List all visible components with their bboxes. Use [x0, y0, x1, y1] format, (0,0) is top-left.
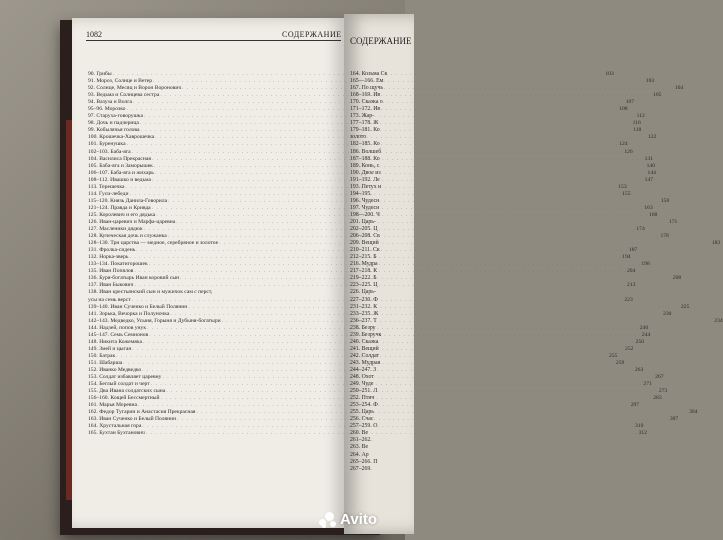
- toc-entry-title: 99. Кобылячья голова: [88, 127, 140, 134]
- toc-leader-dots: [219, 240, 711, 247]
- toc-entry-right: 239. Безручк: [350, 331, 382, 338]
- toc-entry-page: 252: [625, 345, 634, 352]
- toc-entry-title: 113. Терешечка: [88, 183, 125, 190]
- avito-logo-icon: [319, 512, 337, 528]
- toc-leader-dots: [177, 416, 669, 423]
- toc-entry-title: 149. Змей и цыган: [88, 345, 132, 352]
- toc-entry-title: 102–103. Баба-яга: [88, 148, 131, 155]
- toc-entry-page: 230: [663, 310, 672, 317]
- toc-entry-right: 191–192. Ле: [350, 176, 380, 183]
- toc-entry-right: 226. Царь-: [350, 289, 376, 296]
- toc-entry-title: 115–120. Князь Данила-Говорила: [88, 197, 168, 204]
- toc-entry-page: 310: [634, 423, 644, 430]
- toc-entry-page: 144: [647, 169, 656, 176]
- toc-entry-title: 126. Иван-царевич и Марфа-царевна: [88, 218, 176, 225]
- toc-entry-title: 92. Солнце, Месяц и Ворон Воронович: [88, 85, 182, 92]
- toc-entry-page: 312: [638, 430, 647, 437]
- toc-entry-title: 155. Два Ивана солдатских сына: [88, 388, 166, 395]
- toc-entry-title: 128–130. Три царства — медное, серебряное и золотое: [88, 240, 219, 247]
- toc-leader-dots: [166, 388, 658, 395]
- toc-entry-title: 138. Иван крестьянский сын и мужичок сам с перст,: [88, 289, 213, 296]
- toc-entry-title: 153. Солдат избавляет царевну: [88, 374, 162, 381]
- toc-entry-right: 243. Мудрая: [350, 359, 381, 366]
- toc-entry-title: 105. Баба-яга и Заморышек: [88, 162, 153, 169]
- toc-entry-title: 165. Бухтан Бухтанович: [88, 430, 145, 437]
- toc-entry-right: 261–262.: [350, 437, 372, 444]
- toc-entry-page: 147: [644, 176, 654, 183]
- toc-entry-page: 163: [644, 204, 653, 211]
- toc-entry-right: 242. Солдат: [350, 352, 380, 359]
- toc-entry-page: 107: [625, 99, 635, 106]
- toc-entry-title: 162. Федор Тугарин и Анастасия Прекрасная: [88, 409, 196, 416]
- toc-entry-right: 231–232. К: [350, 303, 378, 310]
- toc-entry-page: 208: [672, 275, 682, 282]
- toc-entry-right: 219–222. Б: [350, 275, 377, 282]
- toc-entry-right: 165—166. Ем: [350, 78, 384, 85]
- toc-entry-right: 179–181. Ко: [350, 127, 380, 134]
- toc-entry-title: 132. Норка-зверь: [88, 254, 129, 261]
- toc-entry-title: 106–107. Баба-яга и жихарь: [88, 169, 154, 176]
- toc-entry-title: 128. Купеческая дочь и служанка: [88, 233, 167, 240]
- toc-entry-right: 167. По щучь: [350, 85, 384, 92]
- toc-entry-page: 297: [630, 402, 640, 409]
- toc-entry-page: 103: [605, 71, 614, 77]
- toc-entry-title: 90. Грибы: [88, 71, 112, 77]
- toc-entry-right: 244–247. З: [350, 366, 377, 373]
- toc-entry-right: 193. Петух и: [350, 183, 382, 190]
- toc-entry-page: 126: [624, 148, 633, 155]
- toc-entry-title: 135. Иван Попялов: [88, 268, 134, 275]
- toc-entry-title: 152. Иванко Медведко: [88, 366, 142, 373]
- toc-entry-right: 223–225. Ц: [350, 282, 378, 289]
- toc-entry-title: 108–112. Ивашко и ведьма: [88, 176, 151, 183]
- toc-entry-right: 227–230. Ф: [350, 296, 378, 303]
- toc-entry-page: 103: [645, 78, 655, 85]
- toc-entry-right: 197. Чудесн: [350, 204, 380, 211]
- toc-entry-right: 257–259. О: [350, 423, 378, 430]
- toc-entry-right: 177–178. Ж: [350, 120, 379, 127]
- toc-entry-right: 198—200. Ч: [350, 211, 380, 218]
- toc-entry-right: 189. Конь, с: [350, 162, 380, 169]
- toc-entry-right: 264. Ар: [350, 451, 369, 458]
- toc-entry-page: 116: [632, 120, 641, 127]
- toc-entry-right: 256. Счас: [350, 416, 374, 423]
- toc-entry-right: 164. Козьма Ск: [350, 71, 388, 77]
- avito-wordmark: Avito: [340, 511, 377, 528]
- toc-entry-title: усы на семь верст: [88, 296, 131, 303]
- toc-entry-right: 170. Сказка о: [350, 99, 383, 106]
- toc-entry-right: 253–254. Ф: [350, 402, 378, 409]
- toc-entry-right: 263. Ве: [350, 444, 369, 451]
- toc-entry-page: 225: [681, 303, 690, 310]
- toc-entry-right: 186. Волшеб: [350, 148, 382, 155]
- toc-entry-page: 178: [660, 233, 669, 240]
- toc-entry-title: 163. Иван Сученко и Белый Полянин: [88, 416, 177, 423]
- toc-entry-page: 112: [636, 113, 645, 120]
- toc-entry-page: 213: [627, 282, 636, 289]
- toc-entry-title: 131. Фролка-сидень: [88, 247, 136, 254]
- toc-entry-page: 183: [711, 240, 721, 247]
- toc-entry-title: 114. Гуси-лебеди: [88, 190, 129, 197]
- toc-entry-title: 93. Ведьма и Солнцева сестра: [88, 92, 160, 99]
- toc-entry-title: 161. Марья Моревна: [88, 402, 137, 409]
- toc-entry-title: 91. Мороз, Солнце и Ветер: [88, 78, 153, 85]
- toc-entry-page: 204: [627, 268, 636, 275]
- toc-entry-right: 202–205. Ц: [350, 226, 378, 233]
- avito-watermark: [319, 511, 377, 528]
- toc-leader-dots: [168, 198, 660, 205]
- toc-entry-page: 234: [714, 317, 723, 324]
- toc-entry-page: 240: [639, 324, 649, 331]
- toc-entry-right: 265–266. П: [350, 458, 378, 465]
- toc-leader-dots: [196, 409, 688, 416]
- toc-entry-title: 121–124. Правда и Кривда: [88, 204, 151, 211]
- toc-entry-title: 137. Иван Быкович: [88, 282, 134, 289]
- toc-entry-right: 267–269.: [350, 465, 372, 472]
- toc-entry-page: 155: [622, 190, 631, 197]
- toc-entry-right: 212–215. Б: [350, 254, 377, 261]
- toc-entry-right: 217–218. К: [350, 268, 378, 275]
- toc-entry-page: 223: [624, 296, 633, 303]
- toc-entry-title: 95–96. Морозко: [88, 106, 126, 113]
- toc-entry-title: 139–140. Иван Сученко и Белый Полянин: [88, 303, 188, 310]
- toc-entry-right: 241. Вещий: [350, 345, 379, 352]
- toc-entry-page: 187: [628, 247, 638, 254]
- toc-entry-title: 136. Буря-богатырь Иван коровий сын: [88, 275, 180, 282]
- toc-entry-page: 267: [655, 374, 664, 381]
- toc-entry-page: 140: [646, 162, 655, 169]
- header-rule: [86, 40, 341, 41]
- toc-entry-title: 164. Хрустальная гора: [88, 423, 142, 430]
- toc-entry-page: 194: [622, 254, 631, 261]
- toc-entry-right: 173. Жар-: [350, 113, 375, 120]
- toc-entry-page: 255: [608, 352, 618, 359]
- toc-entry-page: 271: [643, 381, 652, 388]
- table-of-contents-right: [350, 71, 410, 473]
- toc-entry-title: 98. Дочь и падчерица: [88, 120, 139, 127]
- toc-entry-page: 259: [615, 359, 625, 366]
- toc-entry-right: 206–208. Св: [350, 233, 380, 240]
- toc-entry-right: 252. Птич: [350, 395, 375, 402]
- running-head-right: СОДЕРЖАНИЕ: [350, 36, 412, 46]
- toc-entry-right: 250–251. Л: [350, 388, 378, 395]
- toc-entry-page: 250: [635, 338, 645, 345]
- toc-entry-title: 104. Василиса Прекрасная: [88, 155, 151, 162]
- toc-entry-page: 283: [653, 395, 662, 402]
- running-head: СОДЕРЖАНИЕ: [282, 30, 342, 39]
- toc-entry-right: 260. Ве: [350, 430, 369, 437]
- toc-entry-title: 97. Старуха-говорушка: [88, 113, 143, 120]
- toc-entry-page: 273: [658, 388, 668, 395]
- toc-entry-title: 127. Масленики дядюк: [88, 226, 143, 233]
- toc-entry-page: 304: [689, 409, 698, 416]
- toc-entry-page: 118: [633, 127, 642, 134]
- toc-entry-page: 104: [674, 85, 684, 92]
- toc-entry-page: 124: [619, 141, 628, 148]
- toc-entry-page: 158: [660, 197, 670, 204]
- toc-entry-page: 153: [618, 183, 627, 190]
- toc-leader-dots: [168, 233, 660, 240]
- toc-entry-title: 150. Батрак: [88, 352, 116, 359]
- toc-entry-title: 133–134. Покатигорошек: [88, 261, 148, 268]
- toc-entry-right: 168–169. Ив: [350, 92, 381, 99]
- toc-entry-title: 101. Буренушка: [88, 141, 126, 148]
- toc-entry-page: 307: [669, 416, 679, 423]
- toc-entry-title: 148. Никита Кожемяка: [88, 338, 142, 345]
- toc-entry-right: 238. Безру: [350, 324, 376, 331]
- toc-entry-page: 198: [641, 261, 650, 268]
- toc-entry-title: 154. Беглый солдат и черт: [88, 381, 150, 388]
- toc-entry-title: 156–160. Кощей Бессмертный: [88, 395, 160, 402]
- toc-entry-right: 196. Чудесн: [350, 197, 380, 204]
- page-number: 1082: [86, 30, 102, 39]
- toc-leader-dots: [222, 318, 714, 325]
- toc-entry-right: 187–188. Ко: [350, 155, 380, 162]
- toc-entry-title: 125. Королевич и его дядька: [88, 211, 156, 218]
- toc-entry-title: 151. Шабарша: [88, 359, 123, 366]
- toc-entry-right: 216. Мудра: [350, 261, 378, 268]
- toc-entry-page: 131: [644, 155, 654, 162]
- toc-entry-right: 249. Чуде: [350, 381, 374, 388]
- toc-entry-page: 168: [648, 211, 658, 218]
- toc-entry-right: 201. Царь-: [350, 218, 376, 225]
- toc-entry-right: 255. Царь: [350, 409, 374, 416]
- toc-entry-title: 141. Зорька, Вечорка и Полуночка: [88, 310, 170, 317]
- toc-entry-page: 122: [647, 134, 657, 141]
- toc-entry-page: 171: [668, 218, 678, 225]
- toc-entry-title: 142–143. Медведко, Усыня, Горыня и Дубыня-богатыри: [88, 317, 221, 324]
- toc-entry-page: 244: [641, 331, 651, 338]
- toc-entry-right: 194–195.: [350, 190, 372, 197]
- toc-entry-page: 174: [636, 226, 645, 233]
- toc-entry-title: 145–147. Семь Семионов: [88, 331, 149, 338]
- toc-leader-dots: [176, 219, 668, 226]
- toc-entry: [88, 289, 336, 296]
- toc-leader-dots: [170, 311, 662, 318]
- toc-entry-title: 144. Надзей, попов унук: [88, 324, 147, 331]
- toc-entry-right: 171–172. Ив: [350, 106, 381, 113]
- toc-entry-right: 248. Охот: [350, 374, 374, 381]
- toc-entry-page: 263: [634, 366, 644, 373]
- toc-entry-page: 108: [619, 106, 628, 113]
- toc-entry-right: 210–211. Ск: [350, 247, 380, 254]
- toc-entry-right: золото: [350, 134, 367, 141]
- toc-leader-dots: [180, 275, 672, 282]
- toc-entry-title: 100. Крошечка-Хаврошечка: [88, 134, 155, 141]
- toc-entry-right: 209. Вещий: [350, 240, 379, 247]
- toc-entry-right: 240. Сказка: [350, 338, 379, 345]
- toc-entry-page: 105: [653, 92, 662, 99]
- toc-entry-title: 94. Вазуза и Волга: [88, 99, 132, 106]
- toc-leader-dots: [182, 85, 674, 92]
- toc-entry-right: 182–185. Ко: [350, 141, 380, 148]
- toc-leader-dots: [188, 304, 680, 311]
- toc-entry-right: 233–235. Ж: [350, 310, 379, 317]
- toc-entry-right: 236–237. Т: [350, 317, 377, 324]
- toc-entry-right: 190. Двое из: [350, 169, 381, 176]
